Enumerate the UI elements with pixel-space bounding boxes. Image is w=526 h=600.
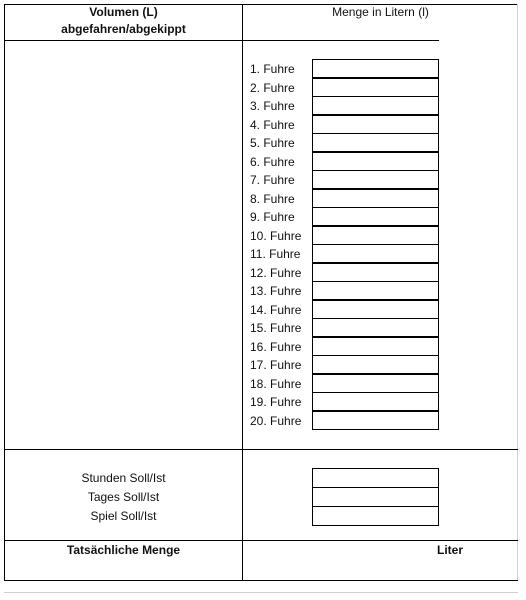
- fuhre-value-field[interactable]: [312, 281, 439, 300]
- header-right-title: Menge in Litern (l): [332, 5, 429, 19]
- fuhre-label: 19. Fuhre: [250, 395, 302, 409]
- fuhre-label: 11. Fuhre: [250, 247, 301, 261]
- fuhre-label: 9. Fuhre: [250, 210, 295, 224]
- fuhre-label: 20. Fuhre: [250, 413, 302, 428]
- fuhre-value-field[interactable]: [312, 337, 439, 356]
- fuhre-label: 6. Fuhre: [250, 154, 295, 169]
- fuhre-label: 8. Fuhre: [250, 191, 295, 206]
- fuhre-value-field[interactable]: [312, 300, 439, 319]
- soll-ist-label: Stunden Soll/Ist: [81, 471, 166, 485]
- fuhre-label: 1. Fuhre: [250, 62, 295, 76]
- fuhre-value-field[interactable]: [312, 152, 439, 171]
- section-divider-2: [4, 540, 518, 541]
- soll-ist-value-field[interactable]: [312, 506, 439, 526]
- fuhre-label: 5. Fuhre: [250, 136, 295, 150]
- fuhre-value-field[interactable]: [312, 244, 439, 263]
- fuhre-label: 13. Fuhre: [250, 284, 302, 298]
- header-title-line2: abgefahren/abgekippt: [61, 22, 186, 36]
- fuhre-label: 10. Fuhre: [250, 228, 302, 243]
- fuhre-value-field[interactable]: [312, 318, 439, 337]
- header-underline: [4, 40, 439, 41]
- fuhre-value-field[interactable]: [312, 263, 439, 282]
- fuhre-label: 3. Fuhre: [250, 99, 295, 113]
- fuhre-label: 2. Fuhre: [250, 80, 295, 95]
- section-divider-1: [4, 449, 518, 450]
- fuhre-label: 16. Fuhre: [250, 339, 302, 354]
- bottom-border: [4, 580, 518, 581]
- soll-ist-value-field[interactable]: [312, 487, 439, 507]
- right-border: [517, 4, 518, 581]
- fuhre-value-field[interactable]: [312, 355, 439, 374]
- soll-ist-label: Tages Soll/Ist: [87, 490, 160, 504]
- tatsaechliche-menge-label: Tatsächliche Menge: [66, 543, 181, 557]
- fuhre-value-field[interactable]: [312, 207, 439, 226]
- fuhre-label: 4. Fuhre: [250, 117, 295, 132]
- fuhre-value-field[interactable]: [312, 96, 439, 115]
- header-title-line1: Volumen (L): [89, 5, 158, 19]
- fuhre-label: 18. Fuhre: [250, 376, 302, 391]
- fuhre-value-field[interactable]: [312, 189, 439, 208]
- soll-ist-label: Spiel Soll/Ist: [90, 509, 157, 523]
- fuhre-value-field[interactable]: [312, 78, 439, 97]
- fuhre-label: 15. Fuhre: [250, 321, 302, 335]
- fuhre-label: 14. Fuhre: [250, 302, 302, 317]
- soll-ist-value-field[interactable]: [312, 468, 439, 488]
- fuhre-value-field[interactable]: [312, 170, 439, 189]
- fuhre-value-field[interactable]: [312, 392, 439, 411]
- fuhre-label: 12. Fuhre: [250, 265, 302, 280]
- fuhre-value-field[interactable]: [312, 59, 439, 78]
- bottom-shadow-line: [4, 592, 518, 593]
- fuhre-value-field[interactable]: [312, 226, 439, 245]
- fuhre-value-field[interactable]: [312, 374, 439, 393]
- fuhre-value-field[interactable]: [312, 115, 439, 134]
- fuhre-label: 17. Fuhre: [250, 358, 302, 372]
- fuhre-label: 7. Fuhre: [250, 173, 295, 187]
- liter-label: Liter: [437, 543, 464, 557]
- fuhre-value-field[interactable]: [312, 133, 439, 152]
- fuhre-value-field[interactable]: [312, 411, 439, 430]
- column-divider: [242, 4, 243, 581]
